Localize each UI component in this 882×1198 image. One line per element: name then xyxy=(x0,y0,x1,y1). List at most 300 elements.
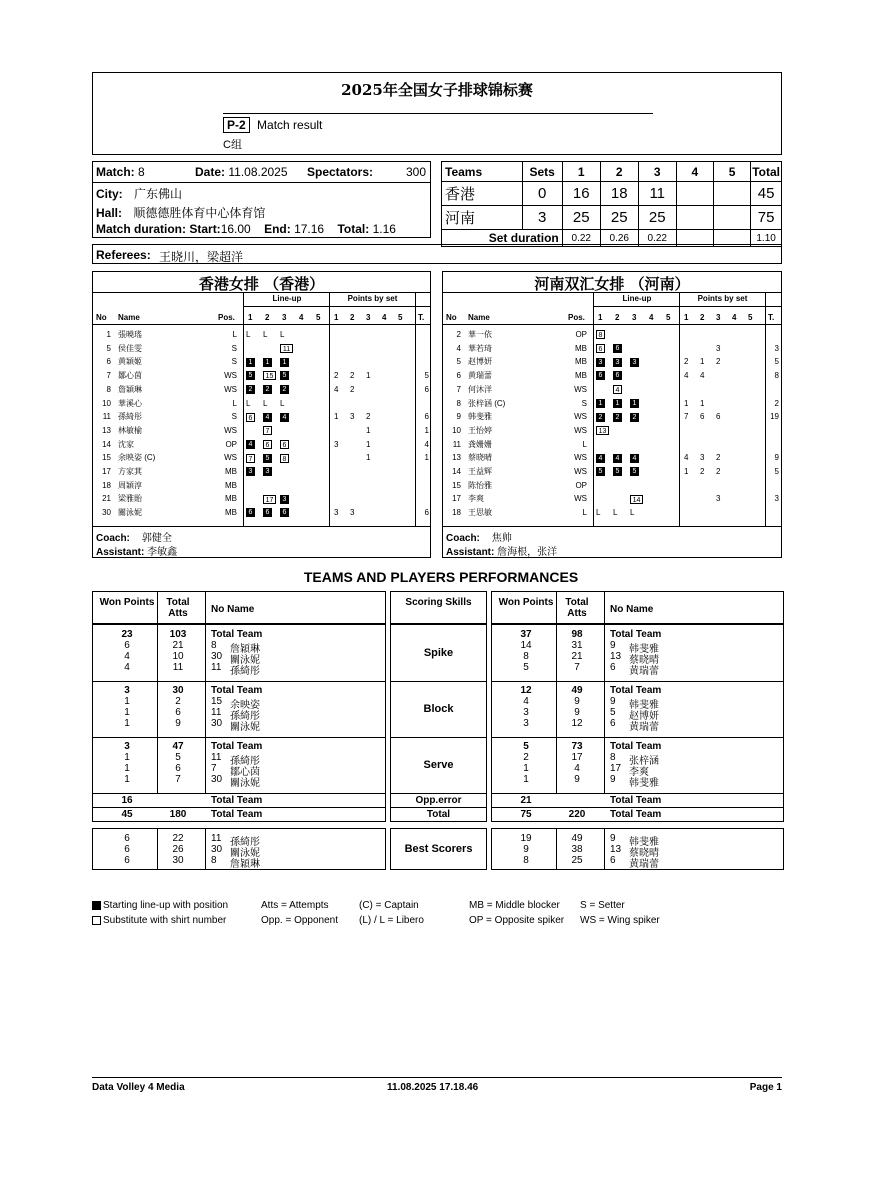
player-number: 6 xyxy=(106,357,111,367)
starting-position-badge: 2 xyxy=(630,413,639,422)
lineup-start-square xyxy=(613,452,624,463)
starting-position-badge: 1 xyxy=(596,399,605,408)
legend-substitute: Substitute with shirt number xyxy=(103,915,227,926)
player-number: 9 xyxy=(610,640,616,651)
performance-title: TEAMS AND PLAYERS PERFORMANCES xyxy=(303,569,579,585)
header-points-set: 1 xyxy=(684,313,689,322)
total-atts: 47 xyxy=(172,741,184,752)
total-atts: 7 xyxy=(175,774,181,785)
starting-position-badge: 4 xyxy=(246,440,255,449)
player-number: 13 xyxy=(610,651,622,662)
legend-libero: (L) / L = Libero xyxy=(359,915,424,926)
match-number: 8 xyxy=(138,165,145,179)
player-name: 陈怡雅 xyxy=(468,480,492,490)
team-name-right: 河南双汇女排 （河南） xyxy=(534,275,690,293)
header-total: T. xyxy=(768,313,775,322)
total-atts: 73 xyxy=(571,741,583,752)
starting-position-badge: 2 xyxy=(280,385,289,394)
total-atts: 49 xyxy=(571,833,583,844)
substitute-number-badge: 8 xyxy=(280,454,289,463)
score-header-set3: 3 xyxy=(638,162,676,182)
points-set: 4 xyxy=(700,371,705,381)
substitute-number-badge: 15 xyxy=(263,371,276,380)
points-set: 4 xyxy=(684,371,689,381)
points-total: 3 xyxy=(774,494,779,504)
starting-position-badge: 5 xyxy=(613,467,622,476)
points-set: 1 xyxy=(334,412,339,422)
player-position: WS xyxy=(224,453,237,463)
player-name: 蔡晓晴 xyxy=(629,655,659,666)
lineup-start-square xyxy=(613,356,624,367)
assistant-label: Assistant: xyxy=(96,547,145,558)
spectators-value: 300 xyxy=(405,165,426,179)
end-label: End: xyxy=(264,222,291,236)
header-lineup-set: 5 xyxy=(316,313,321,322)
points-total: 19 xyxy=(770,412,779,422)
player-number: 7 xyxy=(106,371,111,381)
player-number: 9 xyxy=(610,696,616,707)
player-number: 4 xyxy=(456,343,461,353)
header-lineup-set: 2 xyxy=(265,313,270,322)
total-team-label: Total Team xyxy=(211,685,263,696)
lineup-start-square xyxy=(596,411,607,422)
lineup-start-square xyxy=(596,356,607,367)
points-total: 3 xyxy=(774,343,779,353)
starting-position-badge: 5 xyxy=(630,467,639,476)
lineup-start-square xyxy=(596,466,607,477)
header-scoring-skills: Scoring Skills xyxy=(405,597,472,608)
won-points: 5 xyxy=(523,741,529,752)
opp-error-team: Total Team xyxy=(211,795,263,806)
header-name: Name xyxy=(118,313,140,322)
skills-block-left xyxy=(92,624,386,822)
lineup-start-square xyxy=(613,466,624,477)
report-name: Match result xyxy=(257,118,323,132)
total-team: Total Team xyxy=(610,809,662,820)
player-position: WS xyxy=(574,412,587,422)
player-name: 方家萁 xyxy=(118,467,142,476)
skill-group-spike xyxy=(93,625,385,681)
total-atts: 6 xyxy=(175,707,181,718)
player-number: 30 xyxy=(102,508,111,518)
score-header-sets: Sets xyxy=(522,162,562,182)
starting-position-badge: 5 xyxy=(246,371,255,380)
total-atts: 49 xyxy=(571,685,583,696)
lineup-start-square xyxy=(263,466,274,477)
player-name: 赵博妍 xyxy=(468,357,492,367)
starting-position-badge: 4 xyxy=(263,413,272,422)
skill-group-block xyxy=(492,681,783,737)
won-points: 5 xyxy=(523,662,529,673)
player-position: MB xyxy=(225,494,237,504)
player-position: S xyxy=(231,412,237,422)
lineup-start-square xyxy=(630,356,641,367)
roster-left xyxy=(92,271,431,558)
header-lineup-set: 2 xyxy=(615,313,620,322)
starting-position-badge: 6 xyxy=(613,344,622,353)
lineup-header: Line-up xyxy=(272,294,302,303)
total-atts: 21 xyxy=(172,640,184,651)
starting-position-badge: 6 xyxy=(263,508,272,517)
total-time: 1.16 xyxy=(372,222,396,236)
total-atts: 9 xyxy=(574,696,580,707)
header-lineup-set: 4 xyxy=(299,313,304,322)
score-header-total: Total xyxy=(751,162,782,182)
lineup-sub-square xyxy=(246,452,257,463)
team-name-left: 香港女排 （香港） xyxy=(198,275,325,293)
won-points: 3 xyxy=(124,741,130,752)
footer-page: Page 1 xyxy=(749,1082,782,1093)
lineup-start-square xyxy=(596,398,607,409)
points-set: 2 xyxy=(716,357,721,367)
score-header-set2: 2 xyxy=(600,162,638,182)
player-position: MB xyxy=(225,508,237,518)
header-total: T. xyxy=(418,313,425,322)
skill-group-block xyxy=(93,681,385,737)
set-duration-label: Set duration xyxy=(442,230,563,247)
lineup-sub-square xyxy=(263,425,274,436)
match-label: Match: xyxy=(96,165,135,179)
header-won-points: Won Points xyxy=(498,597,554,608)
match-info-box xyxy=(92,161,431,238)
player-name: 張曉瑤 xyxy=(118,330,142,339)
total-atts: 21 xyxy=(571,651,583,662)
player-position: MB xyxy=(225,467,237,476)
lineup-start-square xyxy=(280,493,291,504)
player-position: L xyxy=(582,439,587,449)
lineup-header: Line-up xyxy=(622,294,652,303)
header-pos: Pos. xyxy=(218,313,235,322)
player-number: 15 xyxy=(102,453,111,463)
lineup-start-square xyxy=(280,356,291,367)
player-name: 韩斐雅 xyxy=(629,778,659,789)
player-number: 15 xyxy=(211,696,223,707)
player-name: 關泳妮 xyxy=(118,508,142,518)
starting-position-badge: 6 xyxy=(280,508,289,517)
header-no-name: No Name xyxy=(211,604,255,615)
total-team-label: Total Team xyxy=(211,741,263,752)
won-points: 8 xyxy=(523,855,529,866)
points-header: Points by set xyxy=(697,294,748,303)
player-name: 侯佳雯 xyxy=(118,343,142,353)
header-points-set: 4 xyxy=(382,313,387,322)
legend-opp: Opp. = Opponent xyxy=(261,915,339,926)
header-lineup-set: 3 xyxy=(282,313,287,322)
total-atts: 7 xyxy=(574,662,580,673)
player-name: 孫綺彤 xyxy=(230,666,260,677)
footer-left: Data Volley 4 Media xyxy=(92,1082,185,1093)
player-number: 14 xyxy=(452,467,461,476)
score-set3: 25 xyxy=(638,206,676,230)
player-name: 赵博妍 xyxy=(629,711,659,722)
set-duration-3: 0.22 xyxy=(638,230,676,247)
legend-captain: (C) = Captain xyxy=(359,900,419,911)
score-set4 xyxy=(676,182,713,206)
player-number: 11 xyxy=(211,707,222,718)
total-atts: 25 xyxy=(571,855,583,866)
header-lineup-set: 1 xyxy=(598,313,603,322)
score-set3: 11 xyxy=(638,182,676,206)
skill-label-total: Total xyxy=(426,809,451,820)
duration-label: Match duration: xyxy=(96,222,186,236)
player-name: 孫綺彤 xyxy=(230,756,260,767)
starting-position-badge: 1 xyxy=(263,358,272,367)
header-points-set: 3 xyxy=(366,313,371,322)
player-name: 韩斐雅 xyxy=(629,644,659,655)
player-name: 黄穎姬 xyxy=(118,357,142,367)
score-header-teams: Teams xyxy=(442,162,523,182)
player-position: WS xyxy=(224,371,237,381)
player-number: 13 xyxy=(610,844,622,855)
lineup-libero: L xyxy=(246,398,251,408)
header-points-set: 2 xyxy=(700,313,705,322)
player-number: 8 xyxy=(456,398,461,408)
starting-position-badge: 1 xyxy=(630,399,639,408)
total-atts: 30 xyxy=(172,855,184,866)
header-lineup-set: 4 xyxy=(649,313,654,322)
coach-name: 郭健全 xyxy=(141,533,172,544)
starting-square-icon xyxy=(92,901,101,910)
score-set2: 25 xyxy=(600,206,638,230)
total-team-label: Total Team xyxy=(211,629,263,640)
lineup-sub-square xyxy=(596,343,607,354)
total-atts: 180 xyxy=(169,809,187,820)
player-name: 鄒心茵 xyxy=(118,371,142,381)
header-points-set: 5 xyxy=(398,313,403,322)
total-atts: 6 xyxy=(175,763,181,774)
lineup-sub-square xyxy=(280,343,295,354)
header-points-set: 1 xyxy=(334,313,339,322)
points-set: 2 xyxy=(350,384,355,394)
referees-label: Referees: xyxy=(96,248,151,262)
player-number: 9 xyxy=(610,774,616,785)
starting-position-badge: 3 xyxy=(246,467,255,476)
player-number: 17 xyxy=(452,494,461,504)
substitute-number-badge: 4 xyxy=(613,385,622,394)
won-points: 4 xyxy=(124,651,130,662)
start-time: 16.00 xyxy=(220,222,251,236)
legend-s: S = Setter xyxy=(580,900,625,911)
legend-ws: WS = Wing spiker xyxy=(580,915,660,926)
lineup-start-square xyxy=(246,507,257,518)
total-atts: 22 xyxy=(172,833,184,844)
header-no: No xyxy=(96,313,107,322)
player-number: 14 xyxy=(102,439,111,449)
total-atts: 12 xyxy=(571,718,583,729)
player-number: 10 xyxy=(452,425,461,435)
skill-label-spike: Spike xyxy=(423,647,454,659)
starting-position-badge: 6 xyxy=(613,371,622,380)
won-points: 6 xyxy=(124,833,130,844)
header-lineup-set: 5 xyxy=(666,313,671,322)
won-points: 3 xyxy=(523,718,529,729)
city-value: 广东佛山 xyxy=(134,187,183,201)
player-position: WS xyxy=(574,384,587,394)
player-number: 1 xyxy=(106,330,111,339)
skill-label-serve: Serve xyxy=(423,759,454,771)
substitute-number-badge: 7 xyxy=(246,454,255,463)
header-points-set: 5 xyxy=(748,313,753,322)
player-number: 9 xyxy=(456,412,461,422)
header-no-name: No Name xyxy=(610,604,654,615)
player-name: 關泳妮 xyxy=(230,848,260,859)
points-set: 3 xyxy=(334,439,339,449)
player-number: 8 xyxy=(106,384,111,394)
player-position: OP xyxy=(575,480,587,490)
player-position: OP xyxy=(225,439,237,449)
player-number: 21 xyxy=(102,494,111,504)
player-number: 11 xyxy=(452,439,461,449)
player-name: 黄瑞蕾 xyxy=(629,666,659,677)
player-position: WS xyxy=(224,425,237,435)
coach-name: 焦帅 xyxy=(491,533,512,544)
perf-header-skills xyxy=(390,591,487,624)
won-points: 1 xyxy=(124,774,130,785)
header-box xyxy=(92,72,782,155)
won-points: 8 xyxy=(523,651,529,662)
set-duration-2: 0.26 xyxy=(600,230,638,247)
player-name: 詹穎琳 xyxy=(230,859,260,870)
points-total: 6 xyxy=(424,508,429,518)
starting-position-badge: 5 xyxy=(263,454,272,463)
won-points: 1 xyxy=(124,696,130,707)
starting-position-badge: 6 xyxy=(246,508,255,517)
header-no: No xyxy=(446,313,457,322)
player-name: 孫綺彤 xyxy=(118,412,142,422)
substitute-number-badge: 6 xyxy=(596,344,605,353)
score-header-set5: 5 xyxy=(713,162,750,182)
points-set: 2 xyxy=(334,371,339,381)
total-atts: 2 xyxy=(175,696,181,707)
player-name: 華溪心 xyxy=(118,398,142,408)
score-table xyxy=(441,161,782,247)
lineup-start-square xyxy=(246,466,257,477)
points-total: 6 xyxy=(424,412,429,422)
won-points: 4 xyxy=(523,696,529,707)
lineup-start-square xyxy=(630,466,641,477)
player-number: 9 xyxy=(610,833,616,844)
player-name: 蔡晓晴 xyxy=(468,453,492,463)
set-duration-total: 1.10 xyxy=(751,230,782,247)
score-sets: 0 xyxy=(522,182,562,206)
score-set1: 25 xyxy=(562,206,600,230)
starting-position-badge: 3 xyxy=(630,358,639,367)
points-total: 8 xyxy=(774,371,779,381)
lineup-start-square xyxy=(280,384,291,395)
won-points: 3 xyxy=(124,685,130,696)
player-position: S xyxy=(231,357,237,367)
player-number: 2 xyxy=(456,330,461,339)
player-name: 余映姿 xyxy=(230,700,260,711)
points-total: 6 xyxy=(424,384,429,394)
player-position: S xyxy=(581,398,587,408)
score-set2: 18 xyxy=(600,182,638,206)
player-name: 李爽 xyxy=(629,767,649,778)
lineup-start-square xyxy=(613,398,624,409)
points-total: 5 xyxy=(774,357,779,367)
player-name: 龚姗姗 xyxy=(468,439,492,449)
header-pos: Pos. xyxy=(568,313,585,322)
lineup-libero: L xyxy=(280,330,285,339)
substitute-number-badge: 8 xyxy=(596,330,605,339)
starting-position-badge: 1 xyxy=(280,358,289,367)
won-points: 1 xyxy=(124,707,130,718)
hall-label: Hall: xyxy=(96,206,123,220)
points-set: 3 xyxy=(716,494,721,504)
won-points: 6 xyxy=(124,640,130,651)
player-name: 韩斐雅 xyxy=(629,837,659,848)
lineup-start-square xyxy=(280,507,291,518)
best-scorers-right xyxy=(491,828,784,870)
points-set: 3 xyxy=(350,412,355,422)
player-number: 10 xyxy=(102,398,111,408)
starting-position-badge: 4 xyxy=(630,454,639,463)
player-name: 黄瑞蕾 xyxy=(629,722,659,733)
starting-position-badge: 2 xyxy=(246,385,255,394)
won-points: 2 xyxy=(523,752,529,763)
total-atts: 38 xyxy=(571,844,583,855)
roster-right xyxy=(442,271,782,558)
won-points: 19 xyxy=(520,833,532,844)
player-position: OP xyxy=(575,330,587,339)
won-points: 1 xyxy=(523,774,529,785)
perf-header-right xyxy=(491,591,784,624)
total-team: Total Team xyxy=(211,809,263,820)
lineup-libero: L xyxy=(596,508,601,518)
report-code: P-2 xyxy=(223,117,250,133)
player-number: 5 xyxy=(106,343,111,353)
lineup-sub-square xyxy=(630,493,645,504)
starting-position-badge: 2 xyxy=(596,413,605,422)
header-points-set: 2 xyxy=(350,313,355,322)
player-position: S xyxy=(231,343,237,353)
player-number: 5 xyxy=(456,357,461,367)
score-set5 xyxy=(713,182,750,206)
points-total: 5 xyxy=(774,467,779,476)
points-set: 1 xyxy=(700,357,705,367)
lineup-start-square xyxy=(613,343,624,354)
won-points: 1 xyxy=(523,763,529,774)
best-scorers-label-box xyxy=(390,828,487,870)
player-name: 蔡晓晴 xyxy=(629,848,659,859)
start-label: Start: xyxy=(189,222,221,236)
starting-position-badge: 3 xyxy=(263,467,272,476)
lineup-sub-square xyxy=(280,452,291,463)
report-id xyxy=(223,118,322,132)
player-position: MB xyxy=(225,480,237,490)
substitute-number-badge: 6 xyxy=(246,413,255,422)
total-atts: 9 xyxy=(574,774,580,785)
legend-starting: Starting line-up with position xyxy=(103,900,229,911)
lineup-start-square xyxy=(263,507,274,518)
page-title: 2025年全国女子排球锦标赛 xyxy=(341,81,533,99)
player-name: 余映姿 (C) xyxy=(118,453,156,463)
score-header-set4: 4 xyxy=(676,162,713,182)
won-points: 1 xyxy=(124,763,130,774)
skills-block-right xyxy=(491,624,784,822)
total-team-label: Total Team xyxy=(610,629,662,640)
lineup-start-square xyxy=(596,370,607,381)
player-number: 8 xyxy=(211,640,217,651)
total-atts: 30 xyxy=(172,685,184,696)
points-set: 4 xyxy=(684,453,689,463)
best-scorers-left xyxy=(92,828,386,870)
points-total: 1 xyxy=(424,453,429,463)
points-set: 3 xyxy=(334,508,339,518)
starting-position-badge: 4 xyxy=(596,454,605,463)
player-name: 张梓涵 xyxy=(629,756,659,767)
lineup-start-square xyxy=(263,452,274,463)
